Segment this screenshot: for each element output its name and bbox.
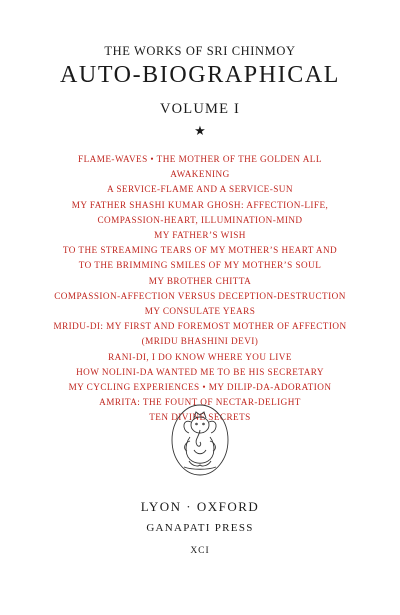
contents-line: TO THE STREAMING TEARS OF MY MOTHER’S HEART AND bbox=[62, 245, 338, 256]
contents-line: TO THE BRIMMING SMILES OF MY MOTHER’S SOUL bbox=[78, 260, 322, 271]
contents-line: MY FATHER SHASHI KUMAR GHOSH: AFFECTION-LIFE, bbox=[71, 199, 329, 210]
book-title: AUTO-BIOGRAPHICAL bbox=[59, 62, 341, 88]
contents-line: MY CYCLING EXPERIENCES • MY DILIP-DA-ADORATION bbox=[68, 382, 332, 393]
contents-line: MY FATHER’S WISH bbox=[154, 230, 246, 241]
publisher-name: GANAPATI PRESS bbox=[146, 522, 254, 534]
contents-line: COMPASSION-HEART, ILLUMINATION-MIND bbox=[97, 214, 303, 225]
publisher-place: LYON · OXFORD bbox=[140, 499, 260, 514]
contents-line: AMRITA: THE FOUNT OF NECTAR-DELIGHT bbox=[99, 397, 301, 408]
volume-numeral: XCI bbox=[190, 546, 210, 556]
contents-line: AWAKENING bbox=[170, 169, 230, 180]
contents-line: (MRIDU BHASHINI DEVI) bbox=[141, 336, 259, 347]
contents-line: A SERVICE-FLAME AND A SERVICE-SUN bbox=[107, 184, 293, 195]
contents-line: COMPASSION-AFFECTION VERSUS DECEPTION-DESTRUCTION bbox=[54, 290, 346, 301]
star-ornament-icon: ★ bbox=[194, 123, 206, 138]
contents-line: MY BROTHER CHITTA bbox=[148, 275, 252, 286]
series-title: THE WORKS OF SRI CHINMOY bbox=[104, 44, 296, 58]
contents-line: HOW NOLINI-DA WANTED ME TO BE HIS SECRETARY bbox=[76, 366, 324, 377]
contents-list bbox=[20, 152, 380, 426]
contents-line: MRIDU-DI: MY FIRST AND FOREMOST MOTHER OF AFFECTION bbox=[53, 321, 347, 332]
contents-line: FLAME-WAVES • THE MOTHER OF THE GOLDEN ALL bbox=[78, 154, 322, 164]
ganesha-emblem-icon bbox=[170, 403, 230, 477]
contents-line: MY CONSULATE YEARS bbox=[144, 306, 256, 317]
volume-label: VOLUME I bbox=[159, 101, 241, 117]
contents-line: TEN DIVINE SECRETS bbox=[149, 412, 251, 423]
contents-line: RANI-DI, I DO KNOW WHERE YOU LIVE bbox=[108, 351, 292, 362]
